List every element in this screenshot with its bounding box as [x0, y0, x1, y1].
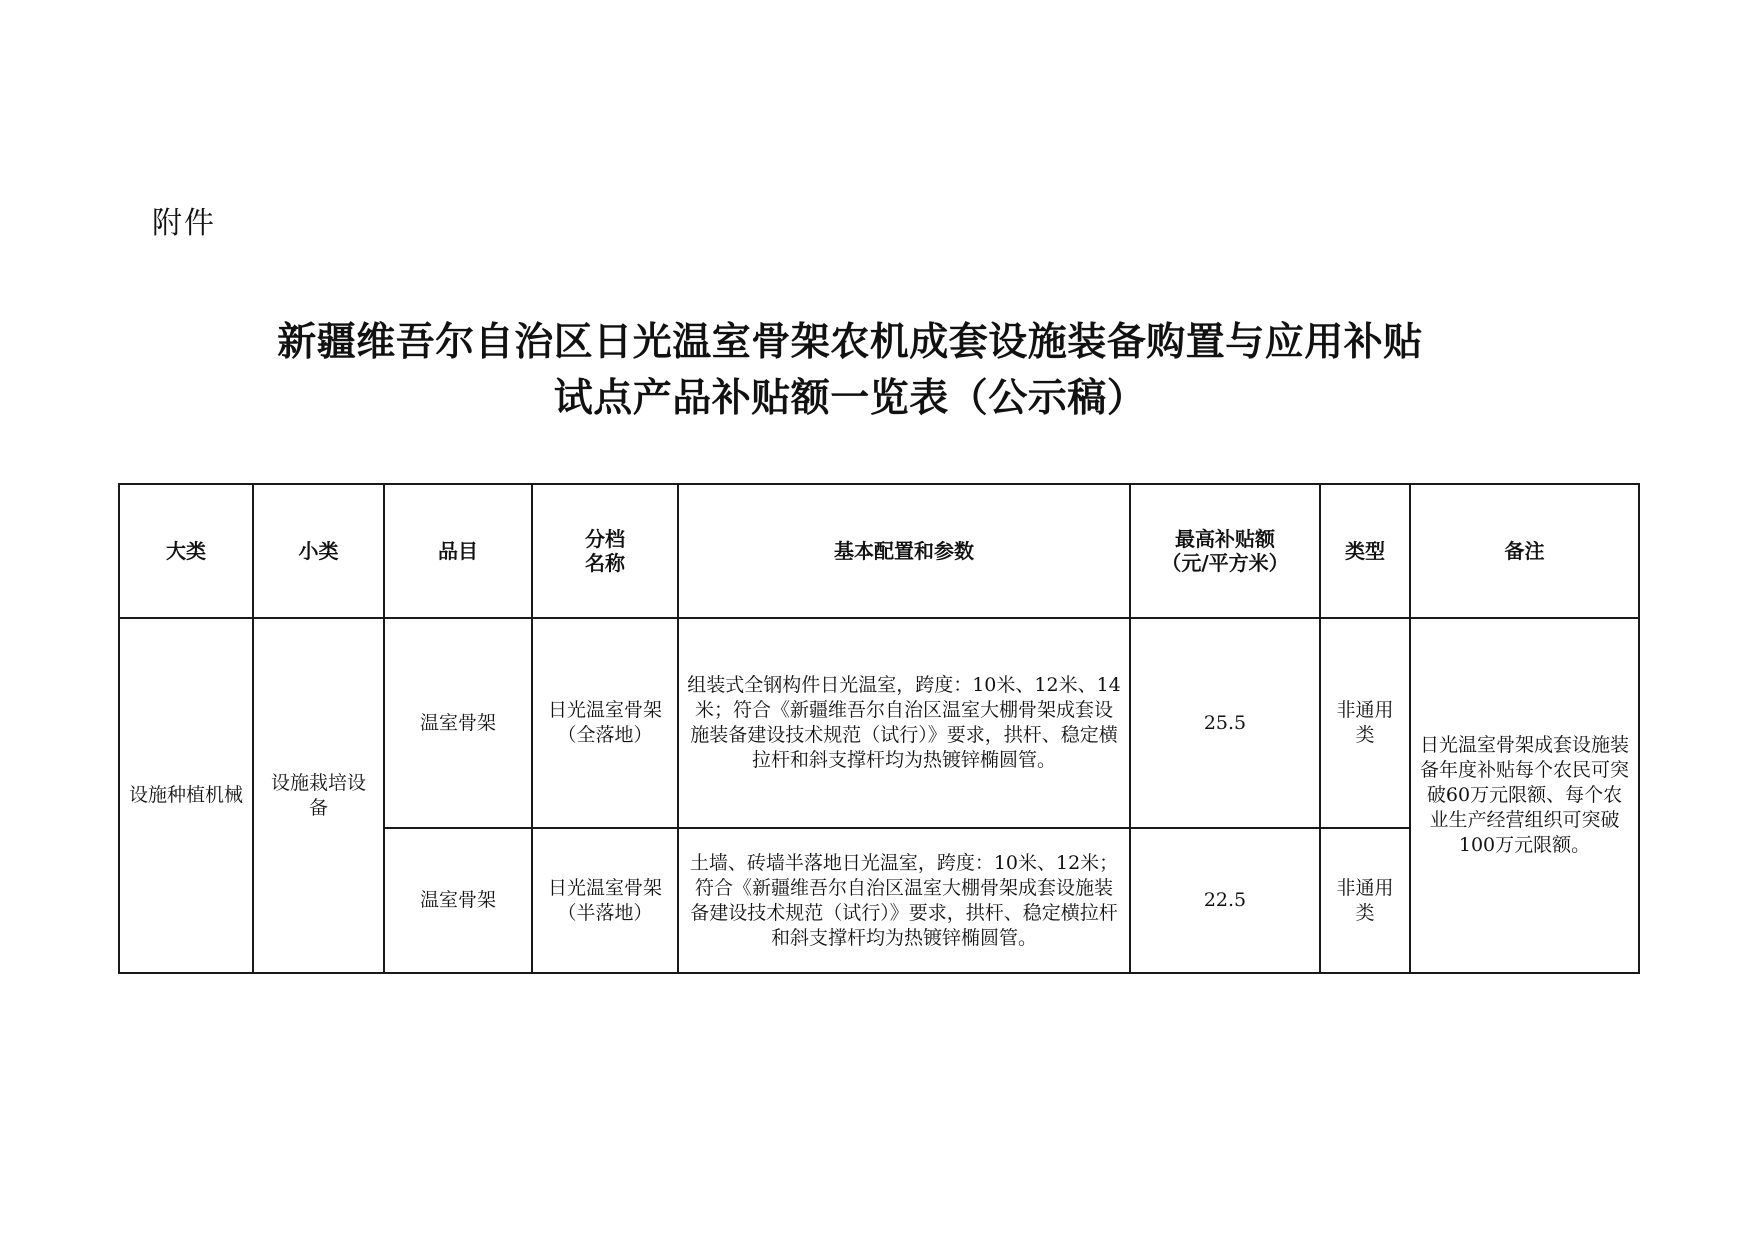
category-cell: 设施种植机械 [119, 618, 253, 973]
header-config: 基本配置和参数 [678, 484, 1130, 618]
header-remarks: 备注 [1410, 484, 1639, 618]
max-subsidy-cell: 22.5 [1130, 828, 1320, 973]
item-cell: 温室骨架 [384, 618, 532, 828]
header-tier-line2: 名称 [585, 551, 625, 575]
tier-cell: 日光温室骨架（半落地） [532, 828, 678, 973]
header-max-subsidy-line1: 最高补贴额 [1175, 527, 1275, 551]
header-type: 类型 [1320, 484, 1410, 618]
title-line-1: 新疆维吾尔自治区日光温室骨架农机成套设施装备购置与应用补贴 [277, 320, 1423, 365]
subsidy-table [118, 483, 1640, 974]
header-item: 品目 [384, 484, 532, 618]
table-row [119, 618, 1639, 828]
config-cell: 组装式全钢构件日光温室，跨度：10米、12米、14米；符合《新疆维吾尔自治区温室大棚骨架成套设施装备建设技术规范（试行）》要求，拱杆、稳定横拉杆和斜支撑杆均为热镀锌椭圆管。 [678, 618, 1130, 828]
header-subcategory: 小类 [253, 484, 384, 618]
header-max-subsidy-line2: （元/平方米） [1161, 551, 1289, 575]
tier-cell: 日光温室骨架（全落地） [532, 618, 678, 828]
remark-cell: 日光温室骨架成套设施装备年度补贴每个农民可突破60万元限额、每个农业生产经营组织可突破100万元限额。 [1410, 618, 1639, 973]
header-max-subsidy [1130, 484, 1320, 618]
table-header-row [119, 484, 1639, 618]
type-cell: 非通用类 [1320, 618, 1410, 828]
header-tier [532, 484, 678, 618]
subcategory-cell: 设施栽培设备 [253, 618, 384, 973]
item-cell: 温室骨架 [384, 828, 532, 973]
document-title [200, 315, 1500, 427]
header-tier-line1: 分档 [585, 527, 625, 551]
config-cell: 土墙、砖墙半落地日光温室，跨度：10米、12米；符合《新疆维吾尔自治区温室大棚骨架成套设施装备建设技术规范（试行）》要求，拱杆、稳定横拉杆和斜支撑杆均为热镀锌椭圆管。 [678, 828, 1130, 973]
title-line-2: 试点产品补贴额一览表（公示稿） [553, 376, 1147, 421]
header-category: 大类 [119, 484, 253, 618]
annex-label: 附件 [152, 206, 216, 241]
type-cell: 非通用类 [1320, 828, 1410, 973]
max-subsidy-cell: 25.5 [1130, 618, 1320, 828]
